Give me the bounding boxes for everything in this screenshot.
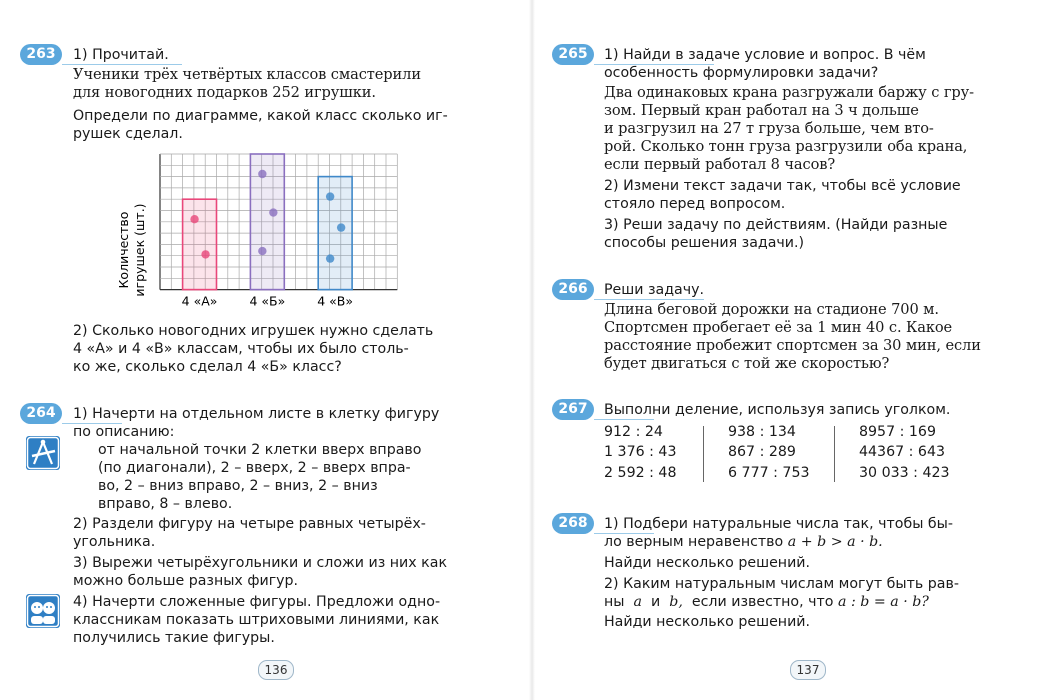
task-264-item1-line: от начальной точки 2 клетки вверх вправо (98, 442, 422, 458)
task-263-underline (62, 64, 182, 65)
division-item: 912 : 24 (604, 424, 663, 440)
task-265-item3-line: 3) Реши задачу по действиям. (Найди разные (604, 217, 948, 233)
task-264-item4-line: 4) Начерти сложенные фигуры. Предложи одно- (73, 594, 441, 610)
column-divider (834, 426, 835, 482)
task-268-equation: a : b = a · b? (837, 594, 929, 610)
task-268-line: Найди несколько решений. (604, 614, 811, 630)
toy-ornament (337, 223, 345, 231)
task-264-item1-line: 1) Начерти на отдельном листе в клетку фигуру (73, 406, 440, 422)
task-264-item3-line: можно больше разных фигур. (73, 573, 299, 589)
chart-bar (318, 177, 352, 290)
task-264-item2-line: 2) Раздели фигуру на четыре равных четырёх- (73, 516, 426, 532)
chart-ylabel-line1: Количество (116, 211, 131, 289)
task-263-question-line: рушек сделал. (73, 126, 183, 142)
task-267-badge: 267 (552, 399, 594, 420)
toy-ornament (326, 192, 334, 200)
chart-x-ticks (182, 294, 353, 309)
column-divider (703, 426, 704, 482)
task-265-item1-line: особенность формулировки задачи? (604, 65, 879, 81)
toy-bar-chart-svg (110, 148, 410, 318)
page-number-137: 137 (790, 660, 826, 680)
task-265-badge: 265 (552, 44, 594, 65)
toy-ornament (258, 247, 266, 255)
task-263-question-line: Определи по диаграмме, какой класс сколько иг- (73, 108, 448, 124)
task-265-item2-line: 2) Измени текст задачи так, чтобы всё условие (604, 178, 961, 194)
compass-ruler-icon (26, 436, 60, 470)
task-266-text-line: будет двигаться с той же скоростью? (604, 355, 890, 372)
var-a: a (633, 594, 642, 610)
task-268-line5-b: и (651, 594, 661, 610)
toy-bar-chart (110, 148, 410, 318)
task-263-badge: 263 (20, 44, 62, 65)
task-266-text-line: расстояние пробежит спортсмен за 30 мин, если (604, 337, 981, 354)
task-263-item2-line: ко же, сколько сделал 4 «Б» класс? (73, 359, 342, 375)
toy-ornament (190, 215, 198, 223)
task-264-item1-line: во, 2 – вниз вправо, 2 – вниз, 2 – вниз (98, 478, 378, 494)
task-263-text-line: Ученики трёх четвёртых классов смастерили (73, 66, 421, 83)
task-265-text-line: Два одинаковых крана разгружали баржу с гру- (604, 84, 974, 101)
division-item: 44367 : 643 (859, 444, 946, 460)
task-264-item3-line: 3) Вырежи четырёхугольники и сложи из них как (73, 555, 448, 571)
task-266-badge: 266 (552, 279, 594, 300)
chart-x-tick-label: 4 «А» (181, 293, 218, 309)
division-item: 8957 : 169 (859, 424, 936, 440)
task-268-line2-text: ло верным неравенство (604, 534, 784, 550)
page-number-136: 136 (258, 660, 294, 680)
task-264-item2-line: угольника. (73, 534, 156, 550)
task-265-item1-line: 1) Найди в задаче условие и вопрос. В чём (604, 47, 926, 63)
task-268-line (604, 593, 929, 611)
var-b: b, (669, 594, 683, 610)
task-268-line: 2) Каким натуральным числам могут быть рав- (604, 576, 959, 592)
task-263-text-line: для новогодних подарков 252 игрушки. (73, 84, 376, 101)
task-264-item4-line: классникам показать штриховыми линиями, как (73, 612, 440, 628)
task-265-item2-line: стояло перед вопросом. (604, 196, 786, 212)
task-265-text-line: и разгрузил на 27 т груза больше, чем вто- (604, 120, 934, 137)
chart-bar (250, 154, 284, 290)
task-266-title: Реши задачу. (604, 282, 705, 298)
chart-bar (183, 199, 217, 289)
toy-ornament (269, 208, 277, 216)
chart-x-tick-label: 4 «В» (317, 293, 354, 309)
division-item: 938 : 134 (728, 424, 796, 440)
toy-ornament (326, 254, 334, 262)
task-265-text-line: если первый работал 8 часов? (604, 156, 836, 173)
task-263-item2-line: 2) Сколько новогодних игрушек нужно сделать (73, 323, 434, 339)
task-264-item1-line: (по диагонали), 2 – вверх, 2 – вверх впра- (98, 460, 411, 476)
pair-work-icon (26, 594, 60, 628)
left-page (0, 0, 531, 700)
toy-ornament (258, 170, 266, 178)
task-267-underline (594, 419, 654, 420)
task-268-line (604, 533, 883, 551)
division-item: 6 777 : 753 (728, 465, 810, 481)
task-268-line5-c: если известно, что (691, 594, 834, 610)
chart-ylabel-line2: игрушек (шт.) (132, 203, 147, 297)
toy-ornament (201, 250, 209, 258)
task-268-line: 1) Подбери натуральные числа так, чтобы бы- (604, 516, 954, 532)
task-268-badge: 268 (552, 513, 594, 534)
task-264-item4-line: получились такие фигуры. (73, 630, 275, 646)
division-item: 867 : 289 (728, 444, 796, 460)
task-266-text-line: Длина беговой дорожки на стадионе 700 м. (604, 301, 939, 318)
task-266-underline (594, 299, 704, 300)
task-267-title: Выполни деление, используя запись уголком. (604, 402, 951, 418)
division-item: 1 376 : 43 (604, 444, 677, 460)
chart-x-tick-label: 4 «Б» (249, 293, 286, 309)
division-item: 30 033 : 423 (859, 465, 950, 481)
task-264-item1-line: вправо, 8 – влево. (98, 496, 233, 512)
chart-bars (183, 154, 353, 290)
task-265-text-line: зом. Первый кран работал на 3 ч дольше (604, 102, 919, 119)
task-263-item1: 1) Прочитай. (73, 47, 169, 63)
task-268-line5-a: ны (604, 594, 625, 610)
task-265-item3-line: способы решения задачи.) (604, 235, 805, 251)
right-page (532, 0, 1063, 700)
task-264-badge: 264 (20, 403, 62, 424)
task-266-text-line: Спортсмен пробегает её за 1 мин 40 с. Какое (604, 319, 953, 336)
task-265-text-line: рой. Сколько тонн груза разгрузили оба крана, (604, 138, 968, 155)
task-263-item2-line: 4 «А» и 4 «В» классам, чтобы их было столь- (73, 341, 409, 357)
division-item: 2 592 : 48 (604, 465, 677, 481)
task-268-line: Найди несколько решений. (604, 555, 811, 571)
task-264-item1-line: по описанию: (73, 424, 175, 440)
task-268-inequality: a + b > a · b. (787, 534, 883, 550)
